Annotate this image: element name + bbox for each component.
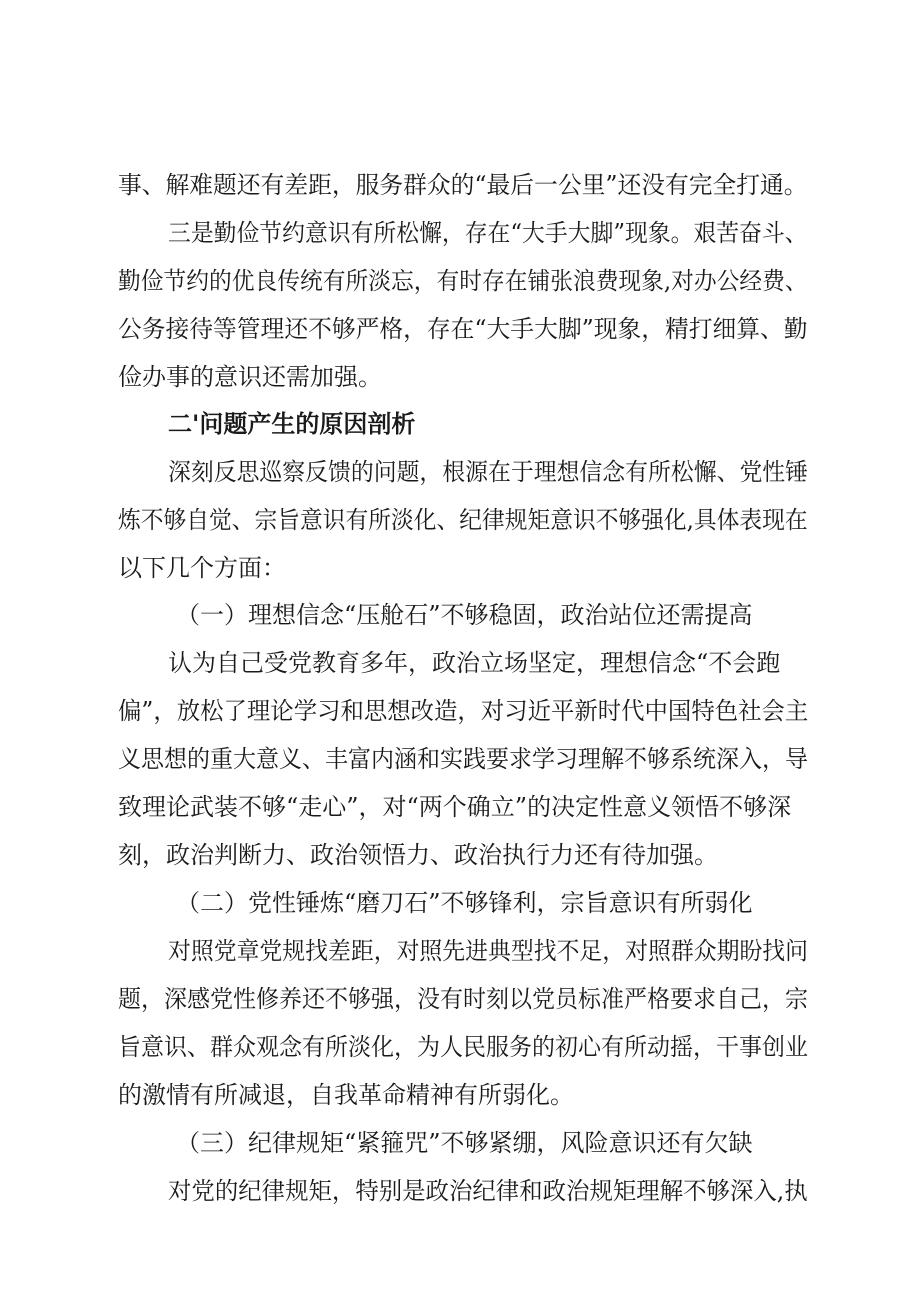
paragraph-line: 俭办事的意识还需加强。 <box>118 363 382 391</box>
paragraph-line: 对党的纪律规矩，特别是政治纪律和政治规矩理解不够深入,执 <box>168 1177 808 1205</box>
paragraph-line: 偏”，放松了理论学习和思想改造，对习近平新时代中国特色社会主 <box>118 697 809 725</box>
paragraph-line: 深刻反思巡察反馈的问题，根源在于理想信念有所松懈、党性锤 <box>168 458 809 486</box>
subsection-heading: （一）理想信念“压舱石”不够稳固，政治站位还需提高 <box>176 601 753 629</box>
paragraph-line: 公务接待等管理还不够严格，存在“大手大脚”现象，精打细算、勤 <box>118 315 808 343</box>
paragraph-line: 旨意识、群众观念有所淡化，为人民服务的初心有所动摇，干事创业 <box>118 1033 808 1061</box>
paragraph-line: 认为自己受党教育多年，政治立场坚定，理想信念“不会跑 <box>168 649 781 677</box>
paragraph-line: 题，深感党性修养还不够强，没有时刻以党员标准严格要求自己，宗 <box>118 985 808 1013</box>
paragraph-line: 对照党章党规找差距，对照先进典型找不足，对照群众期盼找问 <box>168 937 809 965</box>
paragraph-line: 勤俭节约的优良传统有所淡忘，有时存在铺张浪费现象,对办公经费、 <box>118 267 808 295</box>
paragraph-line: 的激情有所减退，自我革命精神有所弱化。 <box>118 1081 574 1109</box>
paragraph-line: 致理论武装不够“走心”，对“两个确立”的决定性意义领悟不够深 <box>118 793 792 821</box>
paragraph-line: 刻，政治判断力、政治领悟力、政治执行力还有待加强。 <box>118 841 718 869</box>
paragraph-line: 事、解难题还有差距，服务群众的“最后一公里”还没有完全打通。 <box>118 171 808 199</box>
paragraph-line: 义思想的重大意义、丰富内涵和实践要求学习理解不够系统深入，导 <box>118 745 808 773</box>
paragraph-line: 以下几个方面： <box>118 554 286 582</box>
subsection-heading: （三）纪律规矩“紧箍咒”不够紧绷，风险意识还有欠缺 <box>176 1129 753 1157</box>
subsection-heading: （二）党性锤炼“磨刀石”不够锋利，宗旨意识有所弱化 <box>176 889 753 917</box>
paragraph-line: 三是勤俭节约意识有所松懈，存在“大手大脚”现象。艰苦奋斗、 <box>168 219 808 247</box>
paragraph-line: 炼不够自觉、宗旨意识有所淡化、纪律规矩意识不够强化,具体表现在 <box>118 506 808 534</box>
section-heading: 二'问题产生的原因剖析 <box>168 410 416 438</box>
